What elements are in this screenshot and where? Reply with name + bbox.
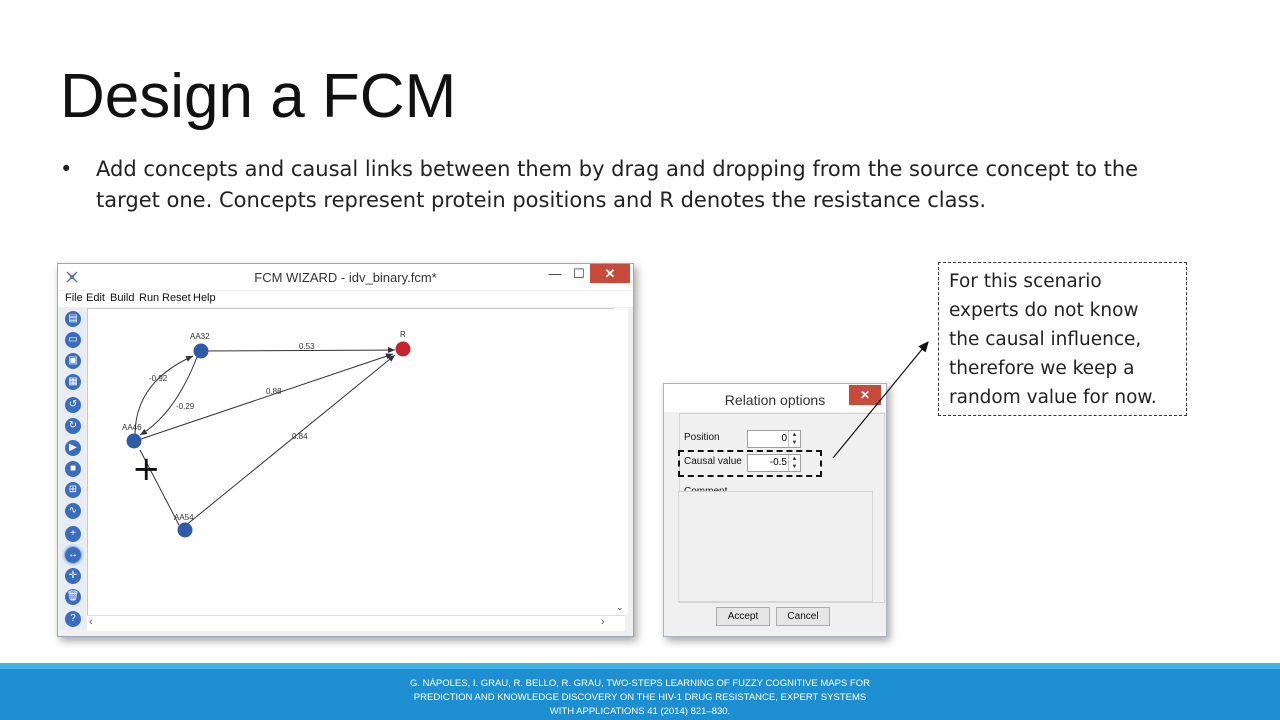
edge-weight-label: 0.88 <box>266 387 282 396</box>
dialog-close-button[interactable]: ✕ <box>849 385 881 405</box>
node-label: AA32 <box>190 332 210 341</box>
node-aa32[interactable] <box>194 344 209 359</box>
bullet-dot: • <box>60 157 73 181</box>
window-titlebar <box>58 264 633 290</box>
fcm-graph <box>87 308 614 614</box>
bullet-text: Add concepts and causal links between them by drag and dropping from the source concept to the target one. Concepts represent protein positions and R denotes the resistance class. <box>96 157 1139 212</box>
cancel-button[interactable]: Cancel <box>776 607 830 626</box>
callout-arrow <box>820 330 940 465</box>
horizontal-scrollbar[interactable] <box>87 615 625 631</box>
menu-file[interactable]: File <box>65 292 83 304</box>
help-icon[interactable]: ? <box>65 611 81 627</box>
undo-icon[interactable]: ↺ <box>65 397 81 413</box>
minimize-button[interactable]: — <box>548 266 562 281</box>
causal-value-highlight <box>678 450 822 477</box>
edge-weight-label: -0.92 <box>149 374 168 383</box>
spin-arrows-icon[interactable]: ▲ ▼ <box>788 455 800 471</box>
menu-help[interactable]: Help <box>193 292 216 304</box>
menu-reset[interactable]: Reset <box>162 292 191 304</box>
callout-line: experts do not know <box>949 300 1139 321</box>
add-relation-icon[interactable]: ↔ <box>65 547 81 563</box>
callout-line: For this scenario <box>949 271 1102 292</box>
grid-icon[interactable]: ⊞ <box>65 482 81 498</box>
new-file-icon[interactable]: ▤ <box>65 311 81 327</box>
node-label: AA46 <box>122 423 142 432</box>
toolbar <box>60 308 86 630</box>
callout-line: random value for now. <box>949 387 1157 408</box>
citation-line: PREDICTION AND KNOWLEDGE DISCOVERY ON THE HIV-1 DRUG RESISTANCE, EXPERT SYSTEMS <box>413 692 867 703</box>
window-title: FCM WIZARD - idv_binary.fcm* <box>254 270 437 285</box>
scroll-down-icon[interactable]: ⌄ <box>616 602 624 612</box>
play-icon[interactable]: ▶ <box>65 440 81 456</box>
save-icon[interactable]: ▣ <box>65 353 81 369</box>
causal-value-label: Causal value <box>684 456 742 467</box>
node-r[interactable] <box>396 342 411 357</box>
menu-run[interactable]: Run <box>139 292 160 304</box>
citation <box>360 677 920 719</box>
position-label: Position <box>684 432 720 443</box>
maximize-button[interactable]: ☐ <box>573 266 585 281</box>
causal-value: -0.5 <box>769 457 787 468</box>
delete-icon[interactable]: 🗑 <box>65 589 81 605</box>
menu-edit[interactable]: Edit <box>86 292 105 304</box>
menu-build[interactable]: Build <box>110 292 135 304</box>
close-button[interactable]: ✕ <box>590 264 630 283</box>
comment-textarea[interactable] <box>678 491 873 602</box>
add-concept-icon[interactable]: + <box>65 526 81 542</box>
callout-note <box>938 262 1187 416</box>
fcm-wizard-window <box>57 263 634 637</box>
edge-aa46-aa32[interactable] <box>135 356 193 435</box>
redo-icon[interactable]: ↻ <box>65 418 81 434</box>
edge-aa54-r[interactable] <box>185 355 395 526</box>
node-aa54[interactable] <box>178 523 193 538</box>
position-value: 0 <box>781 433 787 444</box>
vertical-scrollbar[interactable] <box>614 308 628 614</box>
edge-weight-label: 0.53 <box>299 342 315 351</box>
citation-line: WITH APPLICATIONS 41 (2014) 821–830. <box>549 706 731 717</box>
dialog-title: Relation options <box>724 392 826 408</box>
crosshair-cursor: + <box>132 449 161 489</box>
wave-icon[interactable]: ∿ <box>65 503 81 519</box>
node-aa46[interactable] <box>127 434 142 449</box>
edge-weight-label: 0.84 <box>292 432 308 441</box>
node-label: AA54 <box>174 513 194 522</box>
stop-icon[interactable]: ■ <box>65 461 81 477</box>
node-label: R <box>400 330 406 339</box>
callout-line: therefore we keep a <box>949 358 1135 379</box>
accept-button[interactable]: Accept <box>716 607 770 626</box>
edge-aa32-r[interactable] <box>201 350 395 351</box>
position-spinbox[interactable] <box>747 430 801 448</box>
open-folder-icon[interactable]: ▭ <box>65 332 81 348</box>
image-icon[interactable]: ▦ <box>65 374 81 390</box>
scroll-right-icon[interactable]: › <box>601 616 605 628</box>
spin-arrows-icon[interactable]: ▲ ▼ <box>788 431 800 447</box>
menu-bar <box>58 291 633 307</box>
slide-title: Design a FCM <box>60 62 457 131</box>
callout-line: the causal influence, <box>949 329 1142 350</box>
footer-accent-strip <box>0 663 1280 669</box>
move-icon[interactable]: ✛ <box>65 568 81 584</box>
scroll-left-icon[interactable]: ‹ <box>89 616 93 628</box>
edge-weight-label: -0.29 <box>176 402 195 411</box>
edge-aa46-r[interactable] <box>141 354 393 439</box>
citation-line: G. NÁPOLES, I. GRAU, R. BELLO, R. GRAU, TWO-STEPS LEARNING OF FUZZY COGNITIVE MAPS FOR <box>410 678 870 689</box>
bullet-point <box>60 154 1200 216</box>
